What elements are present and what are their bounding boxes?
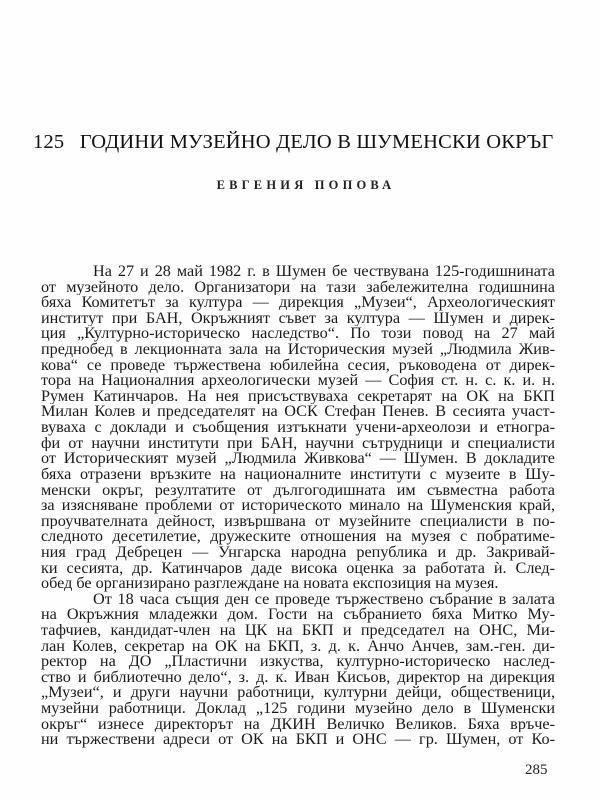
text-line: Милан Колев и председателят на ОСК Стефан Пенев. В сесията участ- xyxy=(41,404,555,421)
text-line: Румен Катинчаров. На нея присъствуваха секретарят на ОК на БКП xyxy=(41,388,555,405)
text-line: от Историческият музей „Людмила Живкова“ — Шумен. В докладите xyxy=(41,451,555,467)
text-line: ректор на ДО „Пластични изкуства, културно-историческо наслед- xyxy=(41,654,555,670)
text-line: ния град Дебрецен — Унгарска народна република и др. Закривай- xyxy=(41,544,555,561)
text-line: окръг“ изнесе директорът на ДКИН Величко Великов. Бяха връче- xyxy=(41,716,555,733)
text-line: музейни работници. Доклад „125 години музейно дело в Шуменски xyxy=(41,701,555,717)
title-text: ГОДИНИ МУЗЕЙНО ДЕЛО В ШУМЕНСКИ ОКРЪГ xyxy=(79,131,554,153)
text-line: бяха отразени връзките на националните институти с музеите в Шу- xyxy=(41,466,555,483)
text-line: за изясняване проблеми от историческото минало на Шуменския край, xyxy=(41,498,555,514)
text-line: тафчиев, кандидат-член на ЦК на БКП и председател на ОНС, Ми- xyxy=(41,623,555,639)
text-line: ство и библиотечно дело“, з. д. к. Иван Кисьов, директор на дирекция xyxy=(41,669,555,686)
text-line: бяха Комитетът за култура — дирекция „Музеи“, Археологическият xyxy=(41,295,555,311)
text-line: менски окръг, резултатите от дългогодишната им съвместна работа xyxy=(41,482,555,499)
text-line: фи от научни институти при БАН, научни сътрудници и специалисти xyxy=(41,435,555,452)
text-line: лан Колев, секретар на ОК на БКП, з. д. к. Анчо Анчев, зам.-ген. ди- xyxy=(41,638,555,655)
text-line: вуваха с доклади и съобщения изтъкнати учени-археолози и етногра- xyxy=(41,420,555,436)
text-line: институт при БАН, Окръжният съвет за култура — Шумен и дирек- xyxy=(41,310,555,327)
text-line: обед бе организирано разглеждане на новата експозиция на музея. xyxy=(41,576,499,592)
author-name: ЕВГЕНИЯ ПОПОВА xyxy=(216,178,396,192)
text-line: на Окръжния младежки дом. Гости на събранието бяха Митко Му- xyxy=(41,607,555,624)
text-line: ция „Културно-историческо наследство“. По този повод на 27 май xyxy=(41,326,555,343)
text-line: На 27 и 28 май 1982 г. в Шумен бе чествувана 125-годишнината xyxy=(93,264,555,280)
text-line: преднобед в лекционната зала на Историческия музей „Людмила Жив- xyxy=(41,342,555,358)
text-line: ни тържествени адреси от ОК на БКП и ОНС — гр. Шумен, от Ко- xyxy=(41,732,555,748)
text-line: от музейното дело. Организатори на тази забележителна годишнина xyxy=(41,279,555,296)
text-line: тора на Националния археологически музей — София ст. н. с. к. и. н. xyxy=(41,373,555,389)
text-line: проучвателната дейност, извършвана от музейните специалисти в по- xyxy=(41,513,555,530)
article-body xyxy=(41,264,555,748)
text-line: ки сесията, др. Катинчаров даде висока оценка за работата ѝ. След- xyxy=(41,560,555,577)
article-title xyxy=(33,131,593,154)
text-line: следното десетилетие, дружеските отношения на музея с побратиме- xyxy=(41,529,555,545)
title-number: 125 xyxy=(33,131,65,153)
text-line: „Музеи“, и други научни работници, културни дейци, общественици, xyxy=(41,685,555,702)
page-number: 285 xyxy=(525,762,548,778)
text-line: От 18 часа същия ден се проведе тържествено събрание в залата xyxy=(93,591,555,608)
text-line: кова“ се проведе тържествена юбилейна сесия, ръководена от дирек- xyxy=(41,357,555,374)
